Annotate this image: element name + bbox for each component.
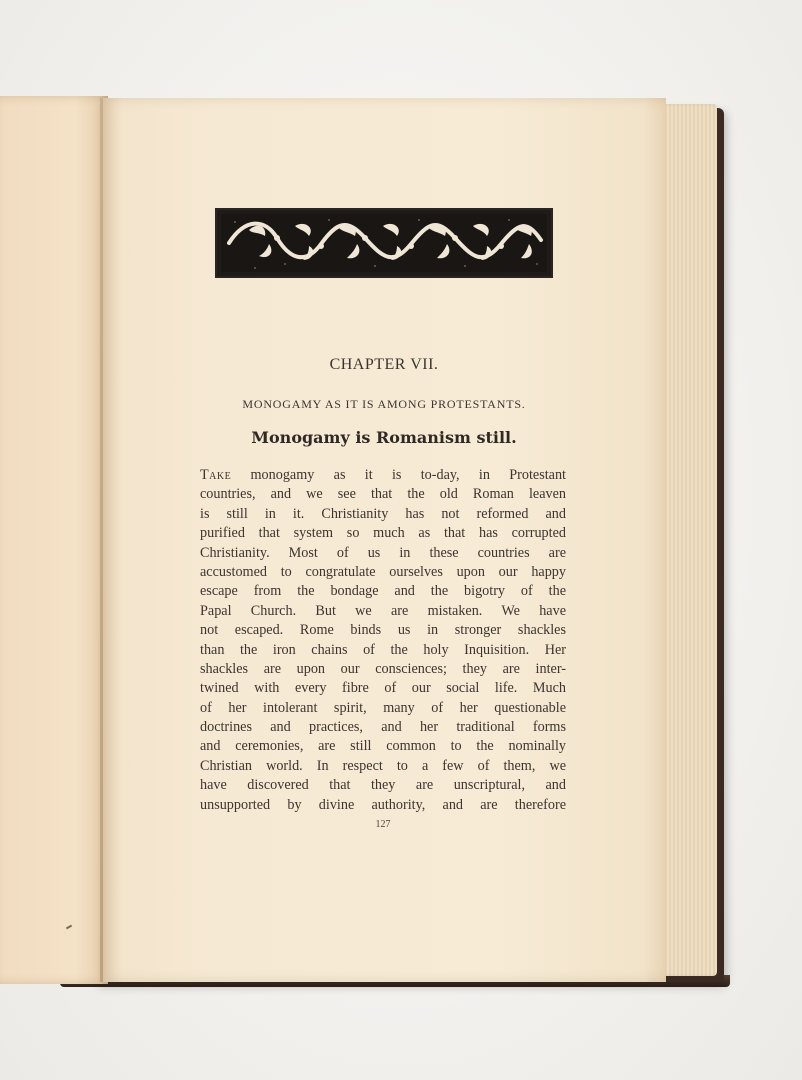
body-paragraph	[200, 466, 566, 815]
text-line: twined with every fibre of our social life. Much	[200, 680, 566, 697]
text-line: and ceremonies, are still common to the nominally	[200, 738, 566, 755]
page-number: 127	[375, 819, 391, 830]
text-line: is still in it. Christianity has not reformed and	[200, 505, 566, 522]
text-line: of her intolerant spirit, many of her questionable	[200, 699, 566, 716]
book-gutter	[100, 98, 103, 982]
text-line: Christianity. Most of us in these countries are	[200, 544, 566, 561]
text-line: accustomed to congratulate ourselves upon our happy	[200, 563, 566, 580]
chapter-number: CHAPTER VII.	[329, 356, 439, 373]
text-line: shackles are upon our consciences; they are inter-	[200, 660, 566, 677]
page-mark	[66, 925, 72, 930]
text-line: countries, and we see that the old Roman leaven	[200, 486, 566, 503]
text-line: Christian world. In respect to a few of them, we	[200, 757, 566, 774]
chapter-subtitle: MONOGAMY AS IT IS AMONG PROTESTANTS.	[242, 397, 526, 411]
section-heading: Monogamy is Romanism still.	[251, 428, 517, 447]
text-line: have discovered that they are unscriptural, and	[200, 777, 566, 794]
text-line	[200, 466, 566, 485]
text-line: doctrines and practices, and her traditional forms	[200, 719, 566, 736]
text-line: Papal Church. But we are mistaken. We have	[200, 602, 566, 619]
decorative-headpiece	[215, 208, 553, 278]
text-line: than the iron chains of the holy Inquisition. Her	[200, 641, 566, 658]
text-line: not escaped. Rome binds us in stronger shackles	[200, 622, 566, 639]
text-line-content: monogamy as it is to-day, in Protestant	[231, 467, 566, 483]
text-line: purified that system so much as that has corrupted	[200, 525, 566, 542]
drop-word: Take	[200, 467, 232, 483]
left-page	[0, 96, 108, 984]
text-line: unsupported by divine authority, and are therefore	[200, 796, 566, 813]
text-line: escape from the bondage and the bigotry of the	[200, 583, 566, 600]
